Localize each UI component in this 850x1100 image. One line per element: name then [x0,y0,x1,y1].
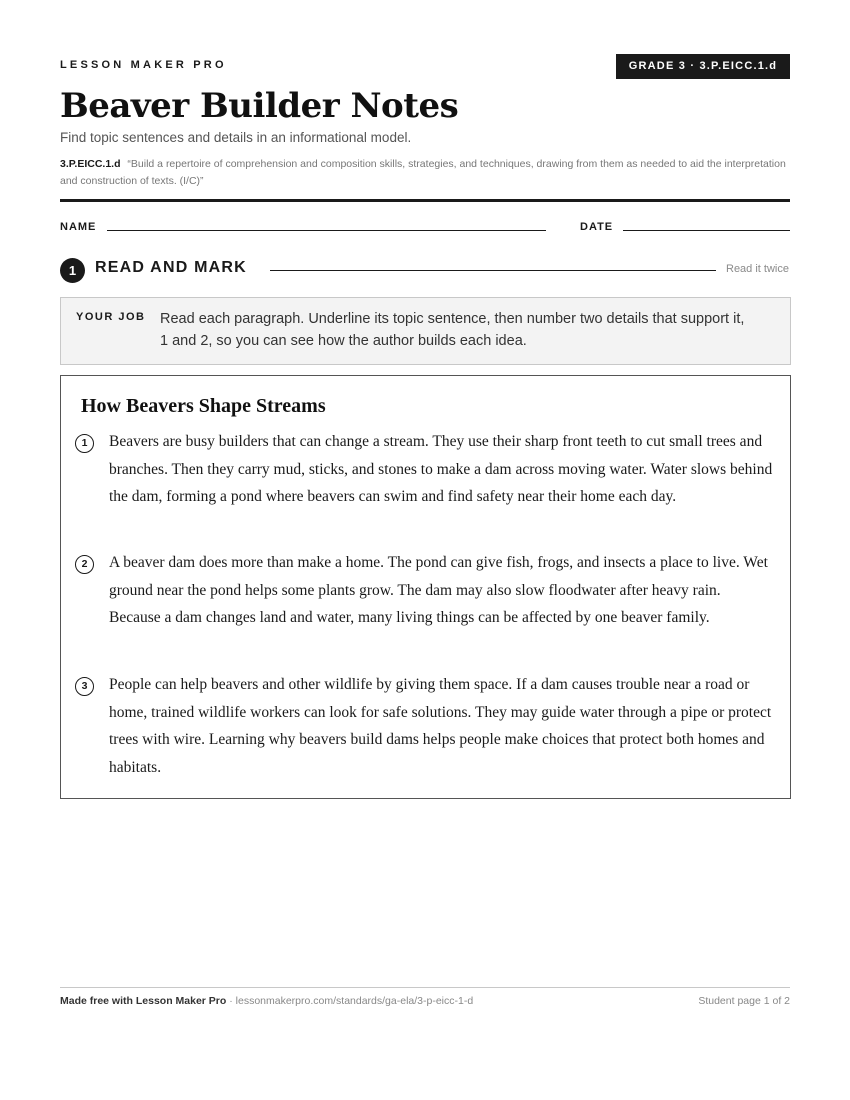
paragraph-number-badge: 1 [75,434,94,453]
date-line[interactable] [623,230,790,231]
footer-divider [60,987,790,988]
footer-credit [60,995,473,1007]
footer-maker: Made free with Lesson Maker Pro [60,995,227,1007]
paragraph-text: People can help beavers and other wildlife by giving them space. If a dam causes trouble near a road or home, trained wildlife workers can look for safe solutions. They may guide water through a pipe or protect trees with wire. Learning why beavers build dams helps people make choices that protect both homes and habitats. [109,676,772,776]
paragraph-text: Beavers are busy builders that can change a stream. They use their sharp front teeth to cut small trees and branches. Then they carry mud, sticks, and stones to make a dam across moving water. Water slows behind the dam, forming a pond where beavers can swim and find safety near their home each day. [109,433,773,506]
passage-box [60,375,791,799]
date-label: DATE [580,221,614,233]
section-number-badge: 1 [60,258,85,283]
grade-badge: GRADE 3 · 3.P.EICC.1.d [616,54,790,79]
section-title: READ AND MARK [95,259,247,276]
brand-name: LESSON MAKER PRO [60,59,227,71]
paragraph-text: A beaver dam does more than make a home. The pond can give fish, frogs, and insects a place to live. Wet ground near the pond helps some plants grow. The dam may also slow floodwater after heavy rain. Because a dam changes land and water, many living things can be affected by one beaver family. [109,554,768,627]
standard-code: 3.P.EICC.1.d [60,158,121,170]
section-hint: Read it twice [726,263,789,275]
footer-page-number: Student page 1 of 2 [698,995,790,1007]
standard-note [60,156,790,190]
standard-text: “Build a repertoire of comprehension and composition skills, strategies, and techniques, drawing from them as needed to aid the interpretation and construction of texts. (I/C)” [60,158,786,187]
header-divider [60,199,790,202]
job-instructions: Read each paragraph. Underline its topic sentence, then number two details that support it, 1 and 2, so you can see how the author builds each idea. [160,311,745,349]
name-line[interactable] [107,230,546,231]
page-subtitle: Find topic sentences and details in an informational model. [60,130,412,145]
section-divider [270,270,716,271]
footer-separator: · [226,995,236,1007]
job-box [60,297,791,365]
job-label: YOUR JOB [76,311,146,323]
footer-url[interactable]: lessonmakerpro.com/standards/ga-ela/3-p-eicc-1-d [235,995,474,1007]
passage-title: How Beavers Shape Streams [81,395,326,417]
paragraph-number-badge: 2 [75,555,94,574]
paragraph-number-badge: 3 [75,677,94,696]
name-label: NAME [60,221,97,233]
page-title: Beaver Builder Notes [60,86,459,126]
